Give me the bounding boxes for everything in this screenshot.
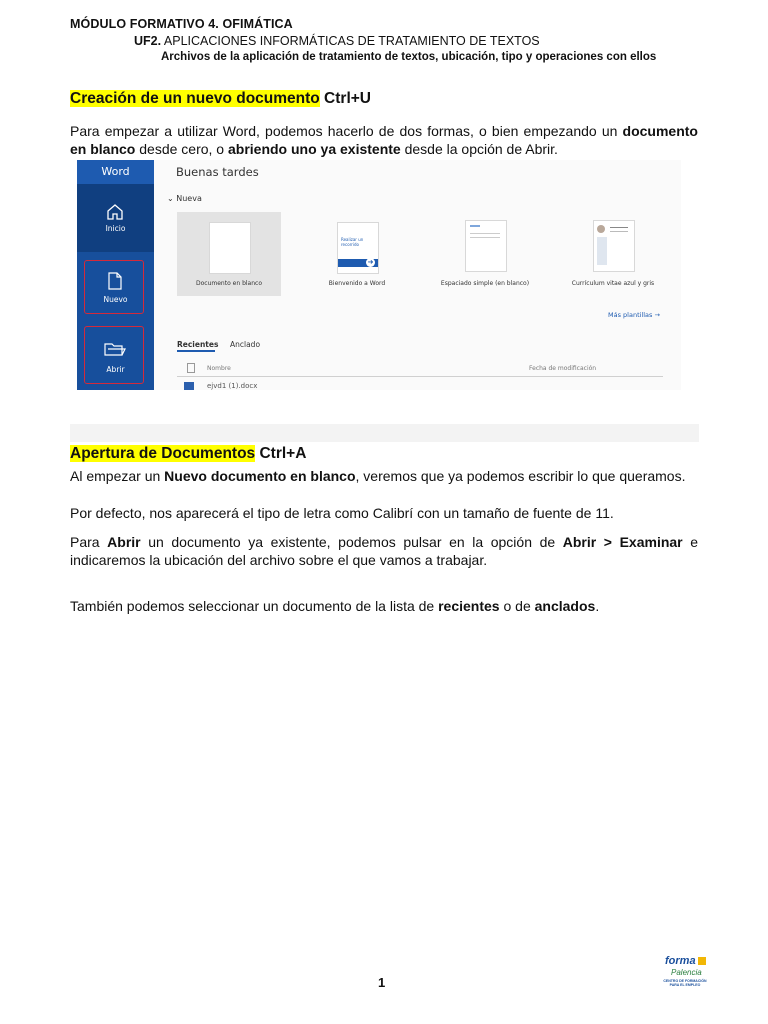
template-thumbnail — [337, 222, 379, 274]
logo-text: forma — [665, 955, 696, 967]
paragraph — [70, 122, 698, 158]
file-icon — [187, 363, 195, 373]
nav-home-label: Inicio — [105, 224, 126, 233]
text-run: Por defecto, nos aparecerá el tipo de letra como Calibrí con un tamaño de fuente de 11. — [70, 505, 614, 521]
uf-heading — [134, 34, 540, 48]
module-title: MÓDULO FORMATIVO 4. OFIMÁTICA — [70, 17, 293, 31]
new-document-icon — [107, 272, 123, 290]
uf-code: UF2. — [134, 34, 162, 48]
text-run: . — [595, 598, 600, 614]
heading-shortcut: Ctrl+A — [255, 445, 307, 462]
thumb-line — [470, 237, 500, 238]
new-section-text: Nueva — [176, 194, 202, 203]
home-icon — [106, 203, 124, 221]
text-run: También podemos seleccionar un documento de la lista de — [70, 598, 439, 614]
paragraph — [70, 504, 698, 522]
text-run: desde cero, o — [135, 141, 228, 157]
text-run: , veremos que ya podemos escribir lo que queramos. — [355, 468, 686, 484]
arrow-icon: ➜ — [367, 258, 374, 266]
template-label: Espaciado simple (en blanco) — [440, 280, 530, 287]
word-sidebar — [77, 160, 154, 390]
bold-text: documento en blanco — [70, 123, 698, 157]
text-run: Al empezar un — [70, 468, 165, 484]
tab-pinned: Anclado — [230, 340, 261, 349]
bold-text: Abrir — [107, 534, 141, 550]
heading-shortcut: Ctrl+U — [319, 90, 371, 107]
template-label: Currículum vitae azul y gris — [571, 280, 655, 287]
docx-icon — [184, 382, 194, 390]
bold-text: abriendo uno ya existente — [227, 141, 401, 157]
forma-palencia-logo — [663, 955, 707, 995]
recent-file-name: ejvd1 (1).docx — [207, 382, 258, 390]
text-run: Para — [70, 534, 108, 550]
text-run: Para empezar a utilizar Word, podemos hacerlo de dos formas, o bien empezando un — [70, 123, 623, 139]
divider-bar — [70, 424, 699, 442]
logo-caption: CENTRO DE FORMACIÓN PARA EL EMPLEO — [663, 979, 707, 987]
paragraph — [70, 597, 698, 615]
thumb-line — [470, 225, 480, 227]
bold-text: recientes — [438, 598, 500, 614]
unit-subtitle: Archivos de la aplicación de tratamiento de textos, ubicación, tipo y operaciones con ellos — [161, 51, 657, 63]
section-heading-new-document — [70, 90, 371, 108]
template-card — [433, 212, 537, 296]
word-logo: Word — [77, 160, 154, 184]
welcome-card-text: Realizar un recorrido — [341, 237, 364, 247]
template-card — [177, 212, 281, 296]
paragraph — [70, 467, 698, 485]
nav-open-label: Abrir — [106, 365, 125, 374]
section-heading-open-documents — [70, 445, 306, 463]
cv-photo — [597, 225, 605, 233]
template-thumbnail — [209, 222, 251, 274]
column-name: Nombre — [207, 365, 231, 372]
uf-title: APLICACIONES INFORMÁTICAS DE TRATAMIENTO DE TEXTOS — [163, 34, 540, 48]
logo-sub: Palencia — [671, 968, 702, 977]
word-start-screenshot — [77, 160, 681, 390]
tab-recent: Recientes — [177, 340, 219, 349]
divider — [177, 376, 663, 377]
bold-text: anclados — [534, 598, 596, 614]
thumb-line — [610, 231, 628, 232]
template-thumbnail — [593, 220, 635, 272]
template-label: Bienvenido a Word — [328, 280, 386, 287]
page-number: 1 — [378, 975, 386, 990]
more-templates-text: Más plantillas — [608, 311, 653, 319]
bold-text: Nuevo documento en blanco — [164, 468, 356, 484]
logo-square — [698, 957, 706, 965]
text-run: un documento ya existente, podemos pulsar en la opción de — [140, 534, 563, 550]
paragraph — [70, 533, 698, 569]
heading-highlight: Apertura de Documentos — [70, 445, 256, 462]
more-templates-link: Más plantillas → — [608, 311, 660, 319]
bold-text: Abrir > Examinar — [562, 534, 683, 550]
tab-underline — [177, 350, 215, 352]
thumb-line — [470, 233, 500, 234]
greeting: Buenas tardes — [176, 165, 259, 179]
new-section-label: ⌄ Nueva — [167, 194, 202, 203]
template-card — [305, 212, 409, 296]
text-run: o de — [499, 598, 535, 614]
heading-highlight: Creación de un nuevo documento — [70, 90, 320, 107]
cv-side-column — [597, 237, 607, 265]
thumb-line — [610, 227, 628, 228]
text-run: e indicaremos la ubicación del archivo sobre el que vamos a trabajar. — [70, 534, 699, 568]
nav-new-label: Nuevo — [103, 295, 128, 304]
template-card — [561, 212, 665, 296]
text-run: desde la opción de Abrir. — [400, 141, 558, 157]
open-folder-icon — [104, 341, 126, 357]
column-modified: Fecha de modificación — [529, 365, 597, 372]
template-label: Documento en blanco — [196, 280, 262, 287]
template-thumbnail — [465, 220, 507, 272]
